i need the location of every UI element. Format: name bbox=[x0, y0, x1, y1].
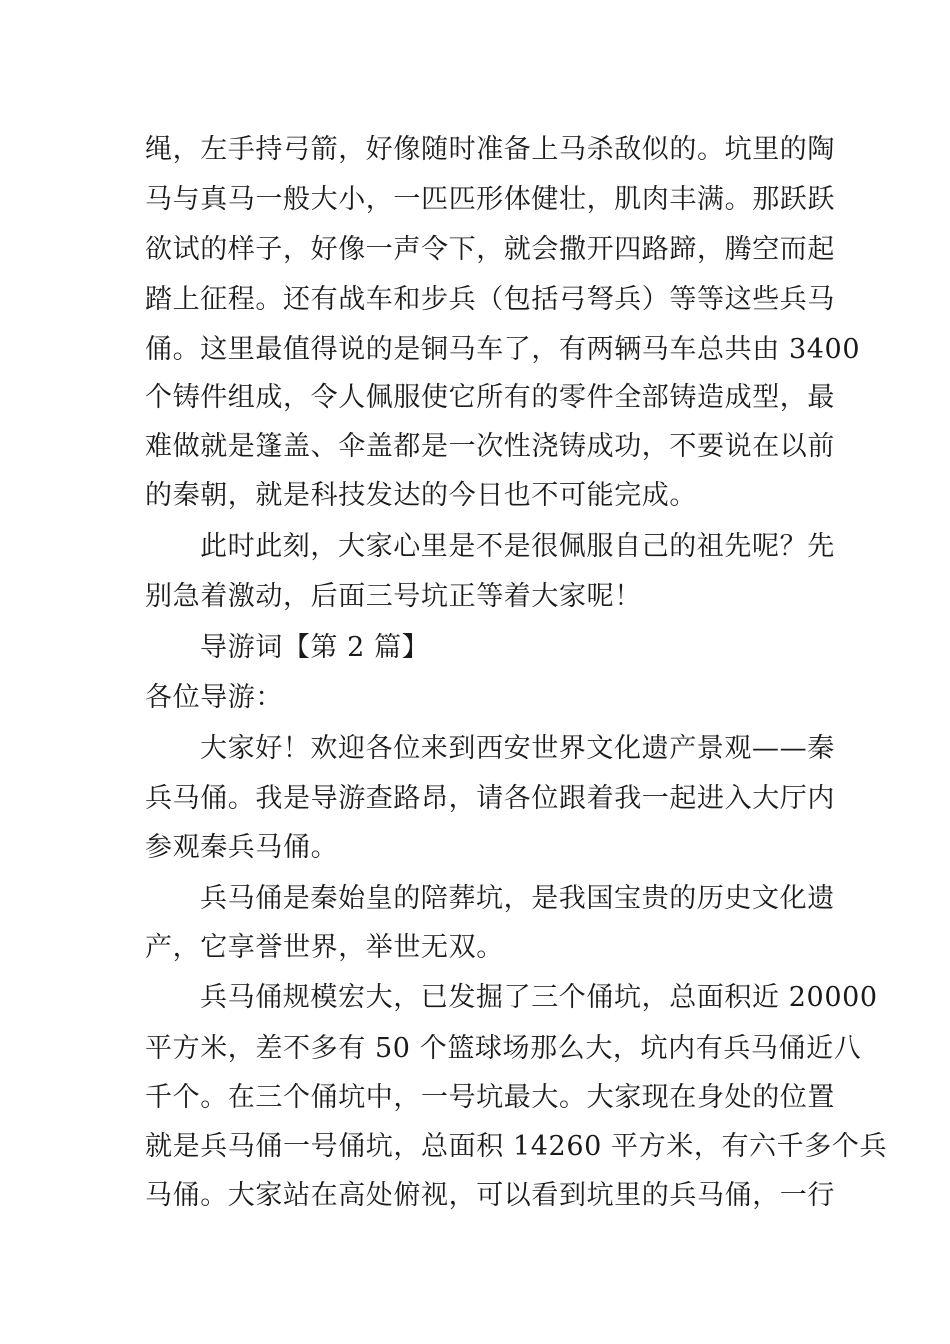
text-line: 平方米，差不多有 50 个篮球场那么大，坑内有兵马俑近八 bbox=[145, 1033, 862, 1064]
text-line: 就是兵马俑一号俑坑，总面积 14260 平方米，有六千多个兵 bbox=[145, 1131, 888, 1162]
text-line: 踏上征程。还有战车和步兵（包括弓弩兵）等等这些兵马 bbox=[145, 284, 835, 315]
text-line: 俑。这里最值得说的是铜马车了，有两辆马车总共由 3400 bbox=[145, 334, 861, 365]
text-line: 的秦朝，就是科技发达的今日也不可能完成。 bbox=[145, 480, 697, 511]
paragraph-first-line: 兵马俑规模宏大，已发掘了三个俑坑，总面积近 20000 bbox=[200, 982, 878, 1013]
text-line: 绳，左手持弓箭，好像随时准备上马杀敌似的。坑里的陶 bbox=[145, 134, 835, 165]
paragraph-first-line: 大家好！欢迎各位来到西安世界文化遗产景观——秦 bbox=[200, 733, 835, 764]
text-line: 马与真马一般大小，一匹匹形体健壮，肌肉丰满。那跃跃 bbox=[145, 184, 835, 215]
text-line: 个铸件组成，令人佩服使它所有的零件全部铸造成型，最 bbox=[145, 382, 835, 413]
text-line: 参观秦兵马俑。 bbox=[145, 832, 339, 863]
text-line: 兵马俑。我是导游查路昂，请各位跟着我一起进入大厅内 bbox=[145, 783, 835, 814]
salutation: 各位导游： bbox=[145, 682, 283, 713]
section-heading: 导游词【第 2 篇】 bbox=[200, 632, 430, 663]
text-line: 难做就是篷盖、伞盖都是一次性浇铸成功，不要说在以前 bbox=[145, 431, 835, 462]
paragraph-first-line: 此时此刻，大家心里是不是很佩服自己的祖先呢？先 bbox=[200, 531, 835, 562]
text-line: 欲试的样子，好像一声令下，就会撒开四路蹄，腾空而起 bbox=[145, 234, 835, 265]
text-line: 马俑。大家站在高处俯视，可以看到坑里的兵马俑，一行 bbox=[145, 1180, 835, 1211]
text-line: 千个。在三个俑坑中，一号坑最大。大家现在身处的位置 bbox=[145, 1082, 835, 1113]
text-line: 别急着激动，后面三号坑正等着大家呢！ bbox=[145, 581, 642, 612]
paragraph-first-line: 兵马俑是秦始皇的陪葬坑，是我国宝贵的历史文化遗 bbox=[200, 883, 835, 914]
text-line: 产，它享誉世界，举世无双。 bbox=[145, 932, 504, 963]
